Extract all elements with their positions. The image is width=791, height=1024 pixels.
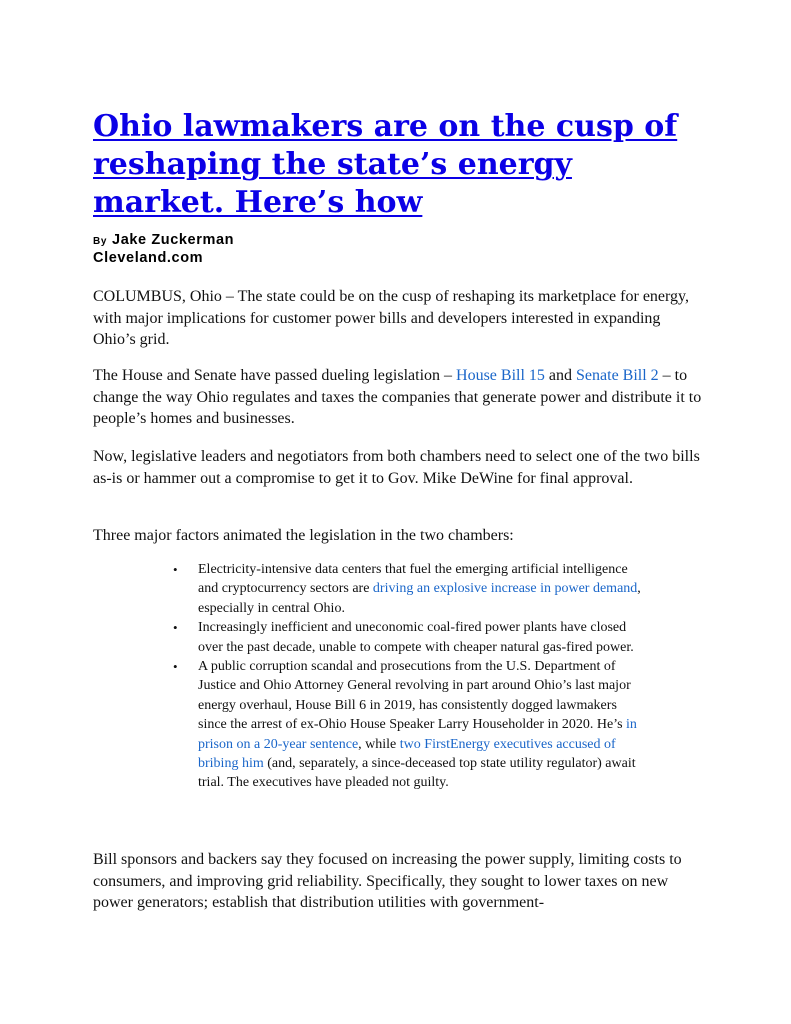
paragraph-text: and: [544, 367, 577, 384]
list-item-text: (and, separately, a since-deceased top state utility regulator) await trial. The executives have pleaded not guilty.: [198, 756, 636, 791]
firstenergy-executives-link[interactable]: two FirstEnergy executives accused of bribing him: [198, 736, 616, 772]
paragraph-negotiation: Now, legislative leaders and negotiators from both chambers need to select one of the two bills as-is or hammer out a compromise to get it to Gov. Mike DeWine for final approval.: [93, 448, 700, 487]
power-demand-link[interactable]: driving an explosive increase in power demand: [372, 581, 638, 597]
house-bill-15-link[interactable]: House Bill 15: [456, 367, 545, 384]
outlet-name: Cleveland.com: [93, 250, 204, 266]
byline: [93, 231, 234, 266]
list-item: [173, 657, 643, 793]
bullet-marker: •: [173, 562, 178, 577]
paragraph-intro: COLUMBUS, Ohio – The state could be on the cusp of reshaping its marketplace for energy, with major implications for customer power bills and developers interested in expanding Ohio’s grid.: [93, 288, 690, 348]
paragraph-text: The House and Senate have passed dueling legislation –: [93, 367, 457, 384]
bullet-marker: •: [173, 620, 178, 636]
list-item-text: A public corruption scandal and prosecutions from the U.S. Department of Justice and Ohio Attorney General revolving in part around Ohio’s last major energy overhaul, House Bill 6 in 2019, has consistently dogged lawmakers since the arrest of ex-Ohio House Speaker Larry Householder in 2020. He’s: [198, 659, 631, 733]
list-item-text: Increasingly inefficient and uneconomic coal-fired power plants have closed over the past decade, unable to compete with cheaper natural gas-fired power.: [198, 620, 634, 655]
paragraph-factors-intro: Three major factors animated the legislation in the two chambers:: [93, 527, 514, 544]
factors-list: [173, 560, 643, 793]
paragraph-legislation: [93, 365, 703, 430]
paragraph-sponsors: Bill sponsors and backers say they focused on increasing the power supply, limiting costs to consumers, and improving grid reliability. Specifically, they sought to lower taxes on new power generators; establish that distribution utilities with government-: [93, 851, 682, 911]
byline-prefix: By: [93, 236, 107, 247]
paragraph-text: – to change the way Ohio regulates and taxes the companies that generate power and distribute it to people’s homes and businesses.: [93, 367, 702, 427]
list-item-text: , especially in central Ohio.: [198, 581, 641, 616]
article-headline-link[interactable]: Ohio lawmakers are on the cusp of reshaping the state’s energy market. Here’s how: [93, 109, 678, 220]
prison-sentence-link[interactable]: in prison on a 20-year sentence: [198, 717, 637, 752]
bullet-marker: •: [173, 659, 178, 675]
list-item-text: Electricity-intensive data centers that fuel the emerging artificial intelligence and cryptocurrency sectors are: [198, 562, 628, 597]
list-item-text: , while: [358, 736, 400, 752]
list-item: [173, 618, 643, 657]
author-name: Jake Zuckerman: [112, 232, 235, 248]
list-item: [173, 560, 643, 618]
senate-bill-2-link[interactable]: Senate Bill 2: [576, 367, 659, 384]
